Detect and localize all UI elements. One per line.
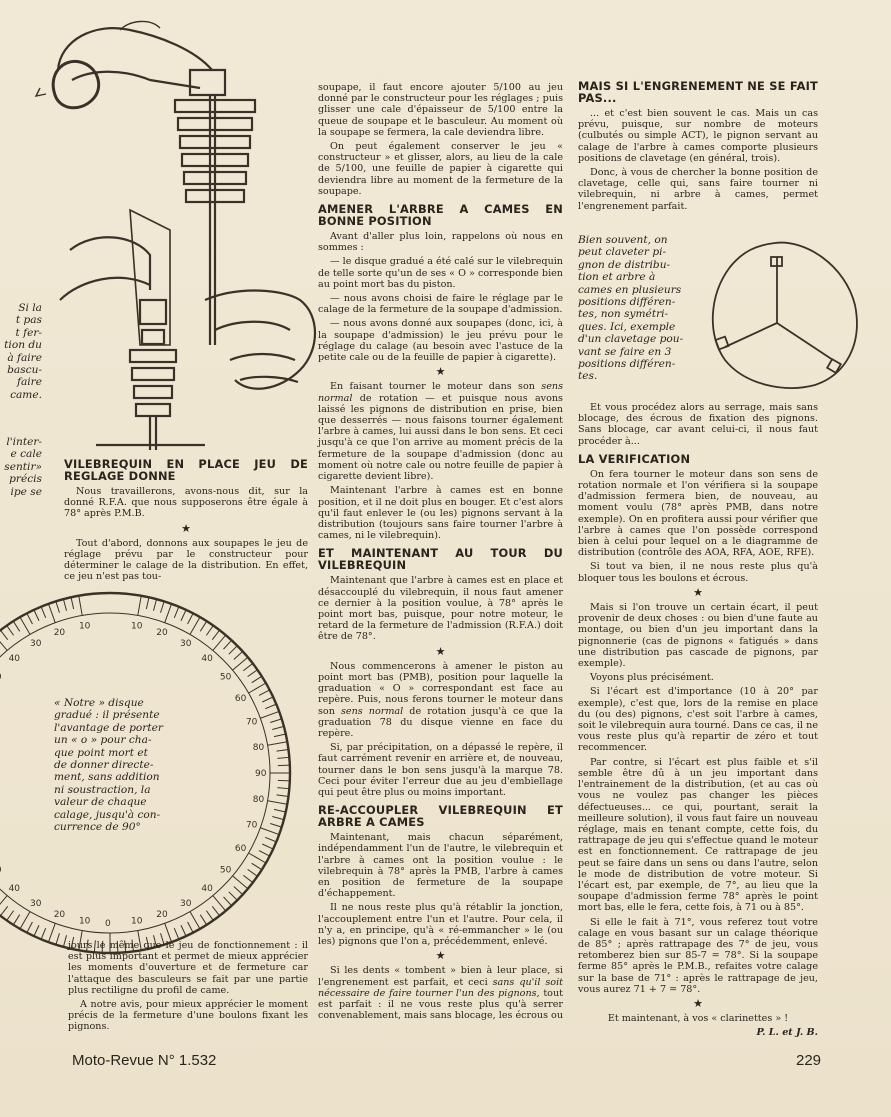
caption-line: précis <box>9 473 42 486</box>
disc-tick <box>56 933 60 944</box>
middle-column <box>318 82 563 1024</box>
disc-tick <box>63 599 66 611</box>
caption-line: positions différen- <box>578 358 676 371</box>
disc-tick <box>181 925 186 936</box>
section-heading: VILEBREQUIN EN PLACE JEU DE REGLAGE DONNE <box>64 457 308 483</box>
disc-tick <box>174 607 179 618</box>
disc-tick-label: 30 <box>180 639 192 650</box>
disc-tick-label <box>0 865 2 875</box>
disc-tick <box>27 922 33 933</box>
paragraph: Si elle le fait à 71°, vous referez tout votre calage en vous basant sur un calage théorique de 85° ; après rattrapage des 7° de jeu, vous retomberez bien sur 85-7 = 78°. Si la soupape ferme 85° après le P.M.B., refaites votre calage sur la base de 71° : après le rattrapage de jeu, vous aurez 71 + 7 = 78°. <box>578 916 818 995</box>
paragraph: Mais si l'on trouve un certain écart, il peut provenir de deux choses : ou bien d'une faute au montage, ou bien d'un jeu important dans la pignonnerie (cas de pignons « fatigués » dans une distribution pas cascade de pignons, par exemple). <box>578 602 818 670</box>
caption-line: ipe se <box>10 485 42 498</box>
disc-tick-label: 20 <box>53 909 66 920</box>
disc-tick <box>277 757 289 758</box>
caption-line: gradué : il présente <box>54 709 160 722</box>
disc-tick <box>278 765 290 766</box>
emphasis-span: sens normal <box>340 705 404 717</box>
disc-tick <box>270 824 281 828</box>
caption-line: l'avantage de porter <box>54 721 163 734</box>
paragraph: — le disque gradué a été calé sur le vilebrequin de telle sorte qu'un de ses « O » corresponde bien au point mort bas du piston. <box>318 256 563 290</box>
paragraph: Et vous procédez alors au serrage, mais sans blocage, des écrous de fixation des pignons. Sans blocage, car avant celui-ci, il nous faut procéder à... <box>578 402 818 447</box>
caption-line: bascu- <box>7 364 42 377</box>
disc-tick-label: 20 <box>53 628 66 639</box>
paragraph: jours le même que le jeu de fonctionnement : il est plus important et permet de mieux apprécier les moments d'ouverture et de fermeture car l'attaque des basculeurs se fait par une partie plus rectiligne du profil de came. <box>68 940 308 996</box>
paragraph: Maintenant, mais chacun séparément, indépendamment l'un de l'autre, le vilebrequin et l'arbre à cames ont la position voulue : le vilebrequin à 78° après la PMB, l'arbre à cames en position de fermeture de la soupape d'échappement. <box>318 832 563 900</box>
disc-tick-label: 60 <box>234 844 247 854</box>
disc-tick-label: 80 <box>252 742 265 753</box>
caption-line: « Notre » disque <box>54 697 144 709</box>
disc-tick <box>63 935 66 947</box>
disc-tick <box>13 915 19 925</box>
disc-tick-label: 0 <box>105 919 111 929</box>
paragraph: Si, par précipitation, on a dépassé le repère, il faut carrément revenir en arrière et, de nouveau, tourner dans le bon sens jusqu'à la marque 78. Ceci pour éviter l'erreur due au jeu d'embiellage qui peut être plus ou moins important. <box>318 742 563 798</box>
disc-tick <box>34 610 39 621</box>
disc-tick-label: 40 <box>201 654 213 665</box>
caption-line: vant se faire en 3 <box>578 345 672 358</box>
disc-tick <box>268 742 288 745</box>
caption-line: un « o » pour cha- <box>54 734 152 747</box>
caption-line: cames en plusieurs <box>578 283 682 296</box>
closing-line: Et maintenant, à vos « clarinettes » ! <box>607 1013 789 1025</box>
caption-line: ment, sans addition <box>54 771 160 784</box>
disc-tick <box>153 599 156 611</box>
caption-line: ques. Ici, exemple <box>578 320 676 333</box>
left-side-caption <box>0 302 42 401</box>
disc-tick-label: 10 <box>78 916 91 927</box>
disc-tick <box>181 610 186 621</box>
disc-tick-label: 40 <box>8 654 21 665</box>
footer-left: Moto-Revue N° 1.532 <box>72 1052 217 1069</box>
disc-tick <box>265 837 276 842</box>
paragraph: — nous avons donné aux soupapes (donc, ici, à la soupape d'admission) le jeu prévu pour le réglage du calage (au besoin avec l'astuce de la petite cale ou de la feuille de papier à cigarette). <box>318 318 563 364</box>
disc-tick <box>248 869 258 876</box>
left-column-bottom <box>68 940 308 1036</box>
caption-line: positions différen- <box>578 296 676 309</box>
disc-tick-label: 20 <box>156 909 168 920</box>
paragraph: Maintenant l'arbre à cames est en bonne position, et il ne doit plus en bouger. Et c'est alors qu'il faut enlever le (ou les) pignons servant à la distribution (toujours sans faire tourner l'arbre à cames, ni le vilebrequin). <box>318 485 563 542</box>
caption-line: peut claveter pi- <box>578 246 667 259</box>
emphasis-span: sens normal <box>318 381 563 404</box>
disc-tick <box>174 928 179 939</box>
caption-line: currence de 90° <box>54 821 141 834</box>
disc-tick <box>234 886 243 894</box>
disc-tick <box>278 780 290 781</box>
disc-tick <box>165 604 172 623</box>
disc-tick <box>206 626 213 636</box>
disc-tick <box>268 801 288 804</box>
section-heading: LA VERIFICATION <box>578 451 691 466</box>
disc-tick <box>190 912 200 929</box>
caption-line: faire <box>17 376 42 389</box>
disc-tick-label: 50 <box>219 672 232 683</box>
disc-tick <box>272 816 284 819</box>
disc-tick-label: 50 <box>219 865 232 876</box>
disc-tick <box>223 897 231 906</box>
paragraph <box>318 381 563 482</box>
disc-tick <box>229 646 237 654</box>
section-heading: AMENER L'ARBRE A CAMES EN BONNE POSITION <box>318 202 563 229</box>
footer-page-number: 229 <box>796 1052 822 1069</box>
disc-tick <box>146 597 149 609</box>
disc-tick-label: 60 <box>234 694 247 704</box>
disc-tick <box>243 875 253 882</box>
disc-tick <box>259 690 270 696</box>
paragraph: On peut également conserver le jeu « constructeur » et glisser, alors, au lieu de la cale de 5/100, une feuille de papier à cigarette qui deviendra libre au moment de la fermeture de la soupape. <box>318 141 563 197</box>
paragraph <box>318 661 563 739</box>
star-separator: ★ <box>693 585 703 599</box>
disc-caption <box>54 697 176 833</box>
section-heading: RE-ACCOUPLER VILEBREQUIN ET ARBRE A CAMES <box>318 803 563 830</box>
disc-tick <box>223 640 231 649</box>
right-column-bottom <box>578 402 818 1042</box>
caption-line: came. <box>10 388 42 401</box>
text-span: Nous commencerons à amener le piston au point mort bas (PMB), position pour laquelle la graduation « O » correspondant est face au repère. Puis, nous ferons tourner le moteur dans son <box>318 660 563 717</box>
disc-tick-label: 10 <box>131 621 143 632</box>
caption-line: de donner directe- <box>54 759 154 772</box>
disc-tick-label: 10 <box>78 621 91 632</box>
paragraph: soupape, il faut encore ajouter 5/100 au jeu donné par le constructeur pour les réglages ; puis glisser une cale d'épaisseur de 5/100 entre la queue de soupape et le basculeur. Au moment où la soupape se fermera, la cale deviendra libre. <box>318 82 563 138</box>
disc-tick-label: 70 <box>245 717 258 728</box>
caption-line: ni soustraction, la <box>54 783 151 796</box>
disc-tick-label: 40 <box>8 883 21 894</box>
disc-tick-label: 30 <box>180 898 192 909</box>
star-separator: ★ <box>435 365 446 379</box>
rocker-valve-illustration <box>0 0 330 455</box>
disc-tick <box>200 915 206 925</box>
disc-tick <box>270 719 281 723</box>
caption-line: gnon de distribu- <box>578 258 671 271</box>
disc-tick-label: 20 <box>156 628 168 639</box>
disc-tick <box>243 663 253 670</box>
disc-tick <box>41 607 46 618</box>
caption-line: que point mort et <box>54 746 148 759</box>
right-column-top <box>578 80 818 215</box>
caption-line: sentir» <box>4 460 42 473</box>
disc-tick <box>249 853 266 863</box>
caption-line: e cale <box>10 448 42 461</box>
disc-tick <box>190 617 200 634</box>
disc-tick <box>188 613 194 624</box>
disc-tick <box>229 892 237 900</box>
disc-tick-label: 70 <box>245 820 258 831</box>
disc-tick-label: 40 <box>201 883 213 894</box>
paragraph: Avant d'aller plus loin, rappelons où nous en sommes : <box>318 231 563 254</box>
paragraph: Il ne nous reste plus qu'à rétablir la jonction, l'accouplement entre l'un et l'autre. Pour cela, il n'y a, en principe, qu'à « ré-emmancher » le (ou les) pignons que l'on a, précédemment, enlevé. <box>318 902 563 947</box>
star-separator: ★ <box>181 521 191 535</box>
paragraph <box>318 965 563 1021</box>
disc-tick <box>27 613 33 624</box>
caption-line: l'inter- <box>6 436 42 448</box>
disc-tick <box>274 809 286 812</box>
disc-tick-label: 30 <box>30 898 42 909</box>
disc-tick <box>260 711 279 718</box>
caption-line: Si la <box>18 302 42 314</box>
text-span: En faisant tourner le moteur dans son <box>330 381 535 393</box>
paragraph: — nous avons choisi de faire le réglage par le calage de la fermeture de la soupape d'admission. <box>318 293 563 316</box>
left-side-caption-2 <box>0 436 42 498</box>
emphasis-span: sans qu'il soit nécessaire de faire tourner l'un des pignons, <box>318 976 563 999</box>
paragraph: Tout d'abord, donnons aux soupapes le jeu de réglage prévu par le constructeur pour déterminer le calage de la distribution. En effet, ce jeu n'est pas tou- <box>64 537 308 583</box>
star-separator: ★ <box>693 996 703 1010</box>
caption-line: valeur de chaque <box>54 796 147 809</box>
disc-tick <box>260 828 279 835</box>
disc-tick <box>161 601 165 612</box>
disc-tick <box>20 617 30 634</box>
disc-tick-label: 90 <box>255 769 267 779</box>
paragraph: Donc, à vous de chercher la bonne position de clavetage, celle qui, sans faire tourner ni vilebrequin, ni arbre à cames, permet l'engrenement parfait. <box>578 167 818 212</box>
keyed-gear-illustration <box>705 235 865 395</box>
disc-tick <box>212 630 219 640</box>
disc-tick <box>48 923 55 942</box>
disc-tick <box>277 788 289 789</box>
paragraph: ... et c'est bien souvent le cas. Mais un cas prévu, puisque, sur nombre de moteurs (culbutés ou simple ACT), le pignon servant au calage de l'arbre à cames comporte plusieurs positions de clavetage (en général, trois). <box>578 108 818 164</box>
disc-tick <box>34 925 39 936</box>
disc-tick <box>277 750 289 752</box>
disc-tick <box>41 928 46 939</box>
disc-tick <box>0 630 7 640</box>
disc-tick <box>7 911 14 921</box>
paragraph: Par contre, si l'écart est plus faible et s'il semble être dû à un jeu important dans l'entrainement de la distribution, (et au cas où vous ne voulez pas changer les pièces défectueuses... ce qui, pourtant, serait la meilleure solution), il vous faut faire un nouveau réglage, mais en tenant compte, cette fois, du rattrapage de jeu qui s'effectue quand le moteur est en fonctionnement. Ce rattrapage de jeu peut se faire dans un sens ou dans l'autre, selon le mode de distribution de votre moteur. Si l'écart est, par exemple, de 7°, au lieu que la soupape d'admission ferme 78° après le point mort bas, elle le fera, cette fois, à 71 ou à 85°. <box>578 756 818 914</box>
paragraph: Si l'écart est d'importance (10 à 20° par exemple), c'est que, lors de la remise en place du (ou des) pignons, c'est soit l'arbre à cames, soit le vilebrequin aura tourné. Dans ce cas, il ne vous reste plus qu'à repartir de zéro et tout recommencer. <box>578 686 818 754</box>
paragraph: On fera tourner le moteur dans son sens de rotation normale et l'on vérifiera si la soupape d'admission fermera bien, de nouveau, au moment voulu (78° après PMB, dans notre exemple). On en profitera aussi pour vérifier que l'arbre à cames que l'on possède correspond bien à celui pour lequel on a le diagramme de distribution (contrôle des AOA, RFA, AOE, RFE). <box>578 468 818 559</box>
disc-tick <box>200 621 206 631</box>
section-heading: ET MAINTENANT AU TOUR DU VILEBREQUIN <box>318 546 563 573</box>
star-separator: ★ <box>435 949 446 963</box>
disc-tick <box>252 676 262 682</box>
caption-line: d'un clavetage pou- <box>578 333 684 346</box>
disc-tick-label <box>0 673 2 683</box>
caption-line: t fer- <box>15 326 42 339</box>
disc-tick <box>259 851 270 857</box>
disc-tick <box>262 697 273 702</box>
paragraph: Voyons plus précisément. <box>590 672 714 684</box>
disc-tick <box>188 922 194 933</box>
disc-tick <box>234 651 243 659</box>
disc-tick <box>79 596 82 616</box>
disc-tick <box>138 596 141 616</box>
disc-tick <box>71 597 74 609</box>
left-column-top <box>64 452 308 586</box>
paragraph: A notre avis, pour mieux apprécier le moment précis de la fermeture d'une boulons fixant les pignons. <box>68 999 308 1033</box>
star-separator: ★ <box>435 644 446 658</box>
text-span: tout est parfait : il ne vous reste plus qu'à serrer convenablement, mais sans blocage, les écrous ou <box>318 987 564 1022</box>
disc-tick-label: 30 <box>30 639 42 650</box>
paragraph: Maintenant que l'arbre à cames est en place et désaccouplé du vilebrequin, il nous faut amener ce dernier à la position voulue, à 78° après le point mort bas, puisque, pour notre moteur, le retard de la fermeture de l'admission (R.F.A.) doit être de 78°. <box>318 575 563 643</box>
disc-tick <box>249 683 266 693</box>
section-heading: MAIS SI L'ENGRENEMENT NE SE FAIT PAS... <box>578 79 818 105</box>
caption-line: t pas <box>15 314 42 327</box>
caption-line: Bien souvent, on <box>578 234 668 246</box>
disc-tick-label: 10 <box>131 916 143 927</box>
paragraph: Si tout va bien, il ne nous reste plus qu'à bloquer tous les boulons et écrous. <box>578 561 818 584</box>
gear-caption <box>578 234 700 383</box>
disc-tick <box>274 734 286 737</box>
disc-tick <box>206 911 213 921</box>
disc-tick <box>7 626 14 636</box>
disc-tick <box>272 726 284 729</box>
disc-tick <box>48 604 55 623</box>
disc-tick <box>265 704 276 709</box>
disc-tick <box>262 844 273 849</box>
text-span: de rotation jusqu'à ce que la graduation 78 du disque vienne en face du repère. <box>318 705 563 739</box>
disc-tick <box>252 863 262 869</box>
disc-tick <box>248 670 258 677</box>
disc-tick <box>13 621 19 631</box>
text-span: de rotation — et puisque nous avons laissé les pignons de distribution en prise, bien que desserrés — nous faisons tourner également l'arbre à cames, lui aussi dans le bon sens. Et ceci jusqu'à ce que l'on arrive au moment précis de la fermeture de la soupape d'admission (donc au moment où notre cale ou notre feuille de papier à cigarette devient libre). <box>318 392 563 483</box>
disc-tick <box>20 912 30 929</box>
caption-line: tes, non symétri- <box>578 308 669 321</box>
paragraph: Nous travaillerons, avons-nous dit, sur la donné R.F.A. que nous supposerons être égale à 78° après P.M.B. <box>64 486 308 520</box>
text-span: Si les dents « tombent » bien à leur place, si l'engrenement est parfait, et ceci <box>318 965 563 988</box>
disc-tick <box>56 601 60 612</box>
caption-line: tes. <box>578 370 598 383</box>
disc-tick <box>277 795 289 797</box>
disc-tick-label: 80 <box>252 795 265 806</box>
signature: P. L. et J. B. <box>756 1027 818 1039</box>
disc-tick <box>0 906 7 916</box>
disc-tick <box>212 906 219 916</box>
caption-line: à faire <box>7 351 42 364</box>
caption-line: tion et arbre à <box>578 271 656 284</box>
caption-line: tion du <box>4 339 42 352</box>
caption-line: calage, jusqu'à con- <box>54 808 161 821</box>
